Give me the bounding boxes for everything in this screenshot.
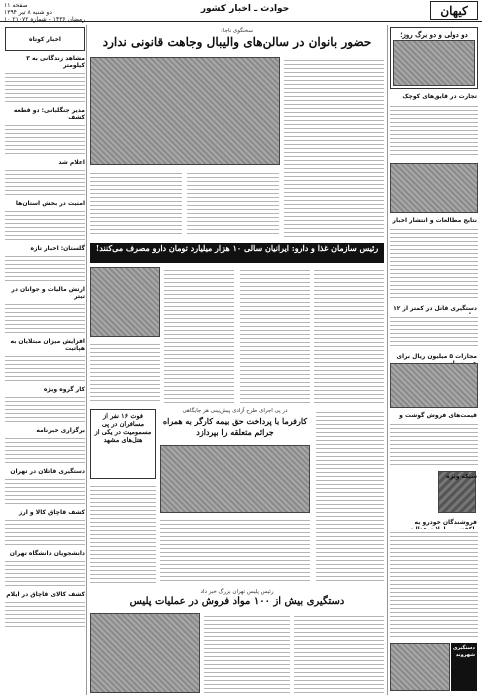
kicker-3: رئیس پلیس تهران بزرگ خبر داد bbox=[200, 589, 274, 595]
headline-3: کارفرما با پرداخت حق بیمه کارگر به همراه جرائم متعلقه را بپردازد bbox=[162, 416, 308, 437]
kicker-1: سخنگوی ناجا: bbox=[221, 28, 253, 34]
page-info bbox=[4, 2, 85, 23]
text-block bbox=[240, 267, 310, 403]
boat-feature-box bbox=[390, 27, 478, 89]
brief-text bbox=[5, 253, 85, 283]
brief-heading: کشف قاچاق کالا و ارز bbox=[18, 509, 85, 516]
brief-heading: اعلام شد bbox=[58, 159, 85, 166]
heading-d: قیمت‌های فروش گوشت و bbox=[399, 412, 477, 419]
text-block bbox=[390, 529, 478, 639]
brief-text bbox=[5, 70, 85, 104]
text-block bbox=[187, 170, 279, 237]
brief-heading: دانشجویان دانشگاه تهران bbox=[9, 550, 85, 557]
text-block bbox=[390, 421, 478, 466]
brief-text bbox=[5, 394, 85, 424]
left-header-box bbox=[5, 27, 85, 51]
ship-photo bbox=[390, 363, 478, 408]
sub-story-box bbox=[90, 409, 156, 479]
brief-text bbox=[5, 558, 85, 588]
brief-text bbox=[5, 122, 85, 156]
brief-heading: کار گروه ویژه bbox=[43, 386, 85, 393]
caption-portrait: شبکه ویژه bbox=[446, 473, 477, 480]
brief-text bbox=[5, 353, 85, 383]
issue-number: ۱۰ رمضان ۱۴۳۶ - شماره ۲۱۰۷۲ bbox=[4, 16, 86, 23]
brief-heading: کشف کالای قاچاق در ایلام bbox=[6, 591, 85, 598]
issue-date: دو شنبه ۸ تیر ۱۳۹۴ bbox=[4, 9, 52, 16]
text-block bbox=[390, 226, 478, 301]
text-block bbox=[316, 409, 384, 584]
text-block bbox=[314, 267, 384, 403]
text-block bbox=[390, 314, 478, 349]
heading-b: دستگیری قاتل در کمتر از ۱۲ bbox=[393, 305, 477, 312]
left-column bbox=[3, 25, 87, 695]
brief-text bbox=[5, 435, 85, 465]
caption-boats: تجارت در قایق‌های کوچک bbox=[402, 93, 477, 100]
masthead bbox=[0, 0, 482, 22]
headline-2: رئیس سازمان غذا و دارو: ایرانیان سالی ۱۰ هزار میلیارد تومان دارو مصرف می‌کنند! bbox=[90, 243, 384, 263]
headline-4: دستگیری بیش از ۱۰۰ مواد فروش در عملیات پلیس bbox=[129, 596, 345, 607]
text-block bbox=[90, 483, 156, 584]
left-header-label: اخبار کوتاه bbox=[29, 36, 61, 43]
page-number: صفحه ۱۱ bbox=[4, 2, 28, 9]
text-block bbox=[160, 517, 310, 584]
heading-a: نتایج مطالعات و انتشار اخبار bbox=[392, 217, 477, 224]
brief-heading: مدیر جنگلبانی: دو قطعه کشف bbox=[13, 107, 85, 121]
brief-text bbox=[5, 208, 85, 242]
section-title: حوادث ـ اخبار کشور bbox=[200, 4, 290, 14]
text-block bbox=[204, 613, 290, 693]
main-area bbox=[90, 25, 384, 695]
text-block bbox=[390, 103, 478, 158]
brief-heading: برگزاری خبرنامه bbox=[36, 427, 85, 434]
news-brief-list bbox=[5, 55, 85, 632]
bottom-photo bbox=[390, 643, 450, 691]
kicker-2: در پی اجرای طرح آزادی پیش‌بینی هر جایگاهی bbox=[182, 408, 288, 414]
text-block bbox=[284, 57, 384, 237]
box-title: دو دولی و دو برگ روز؛ bbox=[400, 30, 468, 39]
brief-heading: مشاهد زندگانی به ۳ کیلومتر bbox=[26, 55, 85, 69]
pills-photo bbox=[90, 267, 160, 337]
brief-heading: افزایش میزان مبتلایان به هپاتیت bbox=[10, 338, 85, 352]
brief-text bbox=[5, 301, 85, 335]
brief-heading: امنیت در بخش استان‌ها bbox=[15, 200, 85, 207]
text-block bbox=[90, 341, 160, 403]
headline-1: حضور بانوان در سالن‌های والیبال وجاهت قانونی ندارد bbox=[102, 35, 372, 49]
text-block bbox=[294, 613, 384, 693]
meeting-photo bbox=[90, 57, 280, 165]
brief-heading: دستگیری قاتلان در تهران bbox=[10, 468, 85, 475]
right-column bbox=[387, 25, 479, 695]
brief-text bbox=[5, 517, 85, 547]
heading-c: مجازات ۵ میلیون ریال برای bbox=[396, 353, 477, 360]
sub-headline-hotel: فوت ۱۶ نفر از مسافران در پی مسمومیت در یکی از هتل‌های مشهد bbox=[94, 412, 152, 444]
brief-text bbox=[5, 476, 85, 506]
bottom-box: دستگیری شهروند bbox=[451, 643, 477, 691]
fishing-photo bbox=[390, 163, 478, 213]
text-block bbox=[90, 170, 182, 237]
newspaper-logo: کیهان bbox=[430, 1, 478, 20]
workers-photo bbox=[160, 445, 310, 513]
text-block bbox=[164, 267, 234, 403]
brief-text bbox=[5, 599, 85, 629]
boat-photo bbox=[393, 40, 475, 86]
heading-e: فروشندگان خودرو به bbox=[414, 519, 477, 526]
brief-heading: ارتش مالیات و جوانان در تیتر bbox=[11, 286, 85, 300]
brief-text bbox=[5, 167, 85, 197]
drugs-photo bbox=[90, 613, 200, 693]
brief-heading: گلستان: اخبار تازه bbox=[30, 245, 85, 252]
